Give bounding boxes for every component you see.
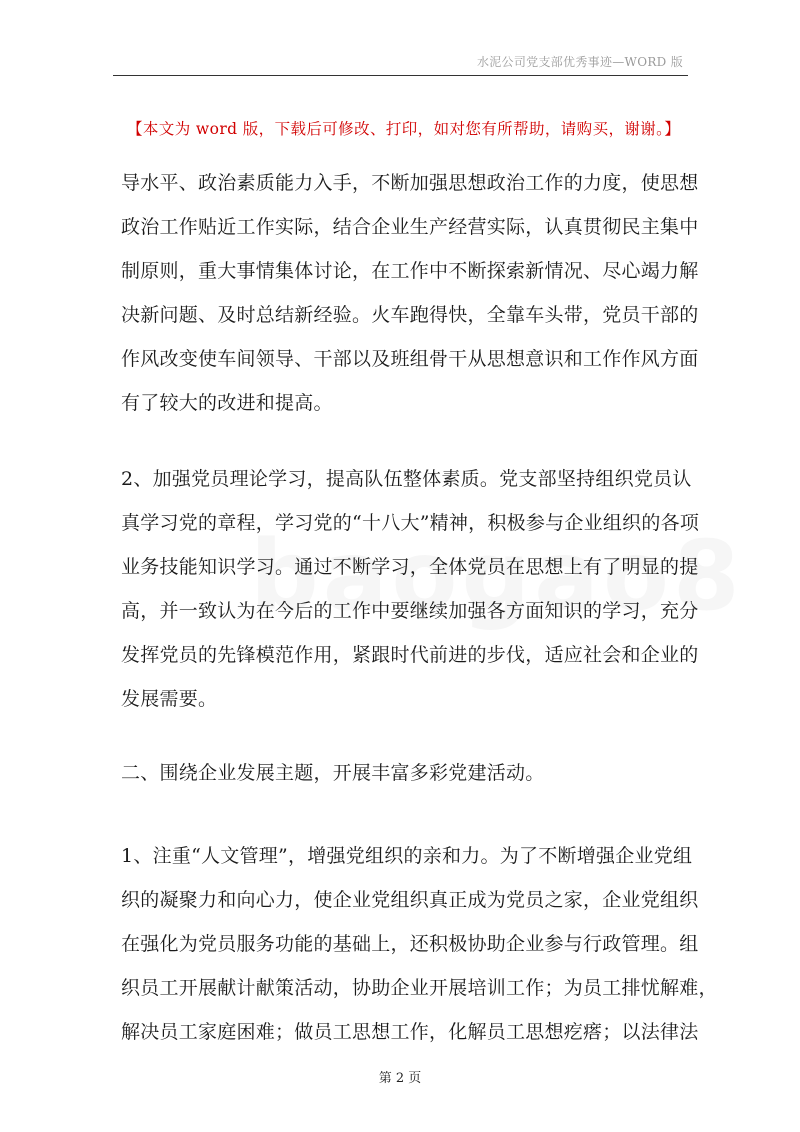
text-line: 政治工作贴近工作实际，结合企业生产经营实际，认真贯彻民主集中 bbox=[121, 216, 699, 238]
text-line: 真学习党的章程，学习党的“十八大”精神，积极参与企业组织的各项 bbox=[121, 512, 700, 534]
text-line: 决新问题、及时总结新经验。火车跑得快，全靠车头带，党员干部的 bbox=[121, 304, 699, 326]
text-line: 发挥党员的先锋模范作用，紧跟时代前进的步伐，适应社会和企业的 bbox=[121, 644, 699, 666]
text-line: 1、注重“人文管理”，增强党组织的亲和力。为了不断增强企业党组 bbox=[121, 845, 693, 867]
text-line: 解决员工家庭困难；做员工思想工作，化解员工思想疙瘩；以法律法 bbox=[121, 1021, 699, 1043]
text-line: 有了较大的改进和提高。 bbox=[121, 392, 333, 414]
page-header: 水泥公司党支部优秀事迹—WORD 版 bbox=[476, 55, 683, 69]
text-line: 织员工开展献计献策活动，协助企业开展培训工作；为员工排忧解难， bbox=[121, 977, 718, 999]
text-line: 高，并一致认为在今后的工作中要继续加强各方面知识的学习，充分 bbox=[121, 600, 699, 622]
text-line: 二、围绕企业发展主题，开展丰富多彩党建活动。 bbox=[121, 762, 545, 784]
text-line: 织的凝聚力和向心力，使企业党组织真正成为党员之家，企业党组织 bbox=[121, 889, 699, 911]
text-line: 制原则，重大事情集体讨论，在工作中不断探索新情况、尽心竭力解 bbox=[121, 260, 699, 282]
page-number: 第 2 页 bbox=[378, 1071, 422, 1086]
text-line: 导水平、政治素质能力入手，不断加强思想政治工作的力度，使思想 bbox=[121, 172, 699, 194]
text-line: 2、加强党员理论学习，提高队伍整体素质。党支部坚持组织党员认 bbox=[121, 468, 692, 490]
text-line: 作风改变使车间领导、干部以及班组骨干从思想意识和工作作风方面 bbox=[121, 348, 699, 370]
header-rule bbox=[113, 75, 688, 76]
text-line: 在强化为党员服务功能的基础上，还积极协助企业参与行政管理。组 bbox=[121, 933, 699, 955]
text-line: 业务技能知识学习。通过不断学习，全体党员在思想上有了明显的提 bbox=[121, 556, 699, 578]
text-line: 发展需要。 bbox=[121, 688, 218, 710]
download-notice: 【本文为 word 版，下载后可修改、打印，如对您有所帮助，请购买，谢谢。】 bbox=[127, 120, 681, 138]
